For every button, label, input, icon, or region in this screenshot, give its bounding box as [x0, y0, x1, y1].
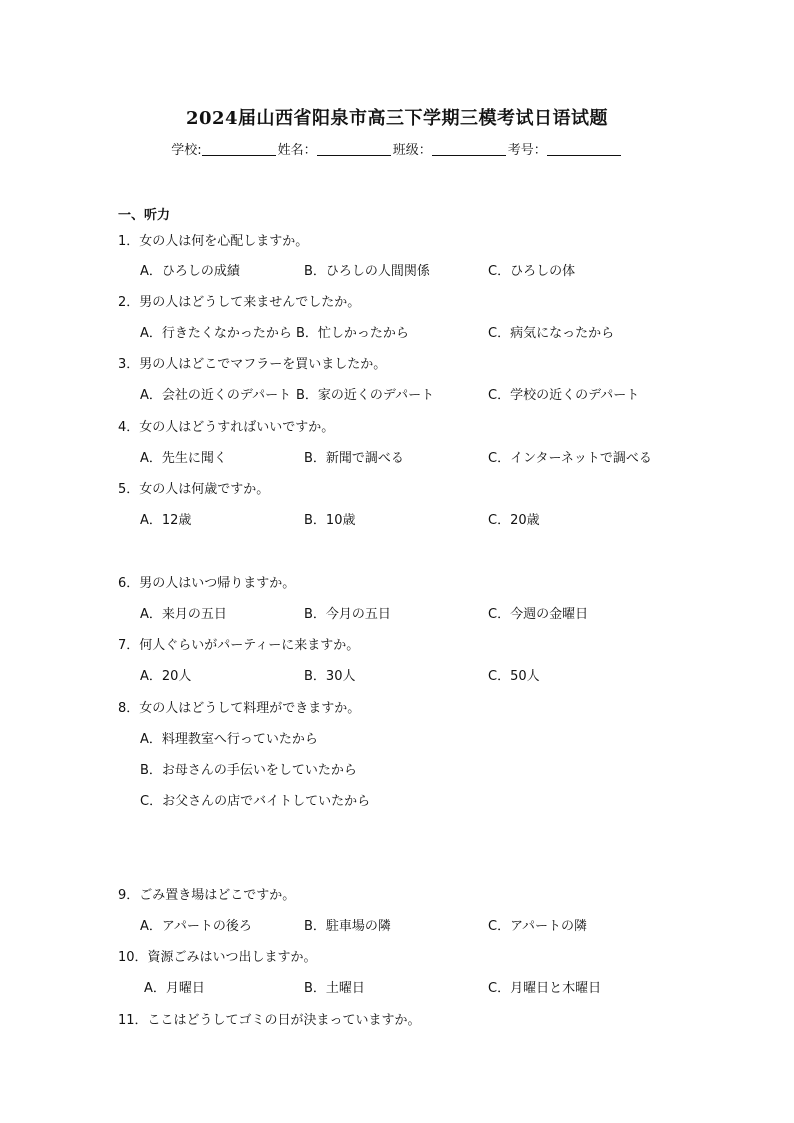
q10-option-a: A．月曜日: [144, 981, 205, 996]
q7-option-a: A．20人: [140, 669, 192, 684]
q6-option-a: A．来月の五日: [140, 607, 227, 622]
q9-option-b: B．駐車場の隣: [304, 919, 391, 934]
q1-option-c: C．ひろしの体: [488, 264, 576, 279]
q5-option-c: C．20歳: [488, 513, 540, 528]
class-label: 班级：: [392, 143, 432, 158]
q7-option-b: B．30人: [304, 669, 356, 684]
section-heading: 一、听力: [118, 208, 171, 223]
q8-option-c: C．お父さんの店でバイトしていたから: [140, 794, 371, 809]
q4-option-c: C．インターネットで調べる: [488, 451, 652, 466]
question-5: 5．女の人は何歳ですか。: [118, 482, 270, 497]
question-11: 11．ここはどうしてゴミの日が決まっていますか。: [118, 1013, 421, 1028]
question-7: 7．何人ぐらいがパーティーに来ますか。: [118, 638, 360, 653]
q4-option-b: B．新聞で調べる: [304, 451, 404, 466]
q6-option-c: C．今週の金曜日: [488, 607, 589, 622]
q4-option-a: A．先生に聞く: [140, 451, 227, 466]
name-label: 姓名：: [277, 143, 317, 158]
name-blank: [317, 142, 391, 156]
q2-option-c: C．病気になったから: [488, 326, 615, 341]
q5-option-b: B．10歳: [304, 513, 356, 528]
q8-option-b: B．お母さんの手伝いをしていたから: [140, 763, 357, 778]
student-info-row: [0, 139, 794, 158]
q3-option-b: B．家の近くのデパート: [296, 388, 435, 403]
q7-option-c: C．50人: [488, 669, 540, 684]
question-8: 8．女の人はどうして料理ができますか。: [118, 701, 361, 716]
question-1: 1．女の人は何を心配しますか。: [118, 234, 309, 249]
question-3: 3．男の人はどこでマフラーを買いましたか。: [118, 357, 387, 372]
exam-no-label: 考号：: [507, 143, 547, 158]
q2-option-a: A．行きたくなかったから: [140, 326, 292, 341]
q9-option-c: C．アパートの隣: [488, 919, 588, 934]
q1-option-a: A．ひろしの成績: [140, 264, 240, 279]
q1-option-b: B．ひろしの人間関係: [304, 264, 430, 279]
school-label: 学校:: [171, 143, 202, 158]
q9-option-a: A．アパートの後ろ: [140, 919, 252, 934]
q6-option-b: B．今月の五日: [304, 607, 391, 622]
page-title: 2024届山西省阳泉市高三下学期三模考试日语试题: [185, 108, 609, 129]
school-blank: [202, 142, 276, 156]
question-4: 4．女の人はどうすればいいですか。: [118, 420, 335, 435]
q8-option-a: A．料理教室へ行っていたから: [140, 732, 318, 747]
class-blank: [432, 142, 506, 156]
question-6: 6．男の人はいつ帰りますか。: [118, 576, 296, 591]
q3-option-c: C．学校の近くのデパート: [488, 388, 640, 403]
q3-option-a: A．会社の近くのデパート: [140, 388, 292, 403]
q10-option-b: B．土曜日: [304, 981, 365, 996]
question-9: 9．ごみ置き場はどこですか。: [118, 888, 296, 903]
q5-option-a: A．12歳: [140, 513, 192, 528]
question-2: 2．男の人はどうして来ませんでしたか。: [118, 295, 361, 310]
exam-no-blank: [547, 142, 621, 156]
question-10: 10．資源ごみはいつ出しますか。: [118, 950, 317, 965]
q2-option-b: B．忙しかったから: [296, 326, 409, 341]
q10-option-c: C．月曜日と木曜日: [488, 981, 602, 996]
